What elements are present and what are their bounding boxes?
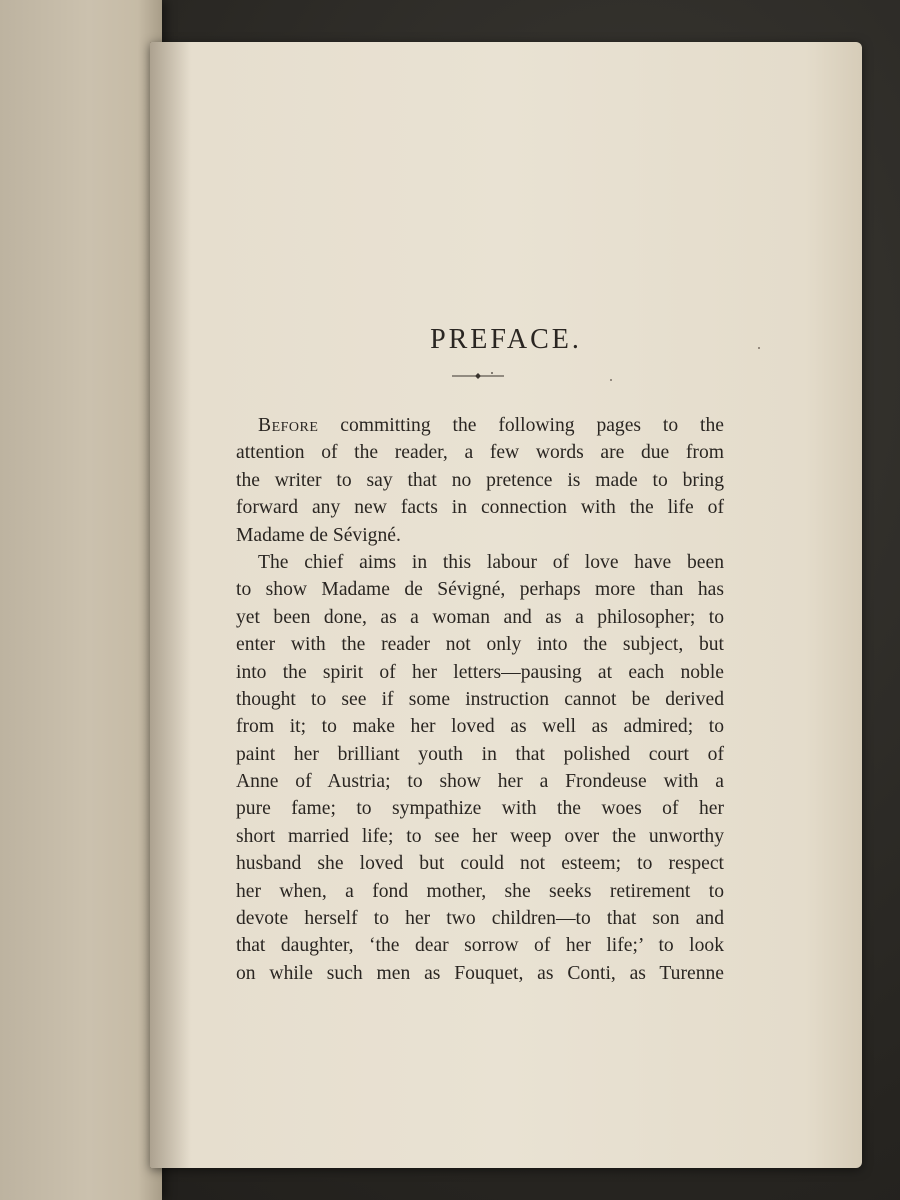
text-line: to show Madame de Sévigné, perhaps more than has (236, 579, 724, 601)
text-line: devote herself to her two children—to that son and (236, 908, 724, 930)
first-word: Before (258, 415, 319, 436)
text-line: on while such men as Fouquet, as Conti, as Turenne (236, 962, 724, 984)
text-line: pure fame; to sympathize with the woes of her (236, 798, 724, 820)
ornament-divider-icon (452, 371, 504, 381)
text-line: paint her brilliant youth in that polished court of (236, 743, 724, 765)
text-line: short married life; to see her weep over the unworthy (236, 825, 724, 847)
gutter-shadow (150, 42, 190, 1168)
text-line: that daughter, ‘the dear sorrow of her life;’ to look (236, 935, 724, 957)
text-line: the writer to say that no pretence is made to bring (236, 469, 724, 491)
text-line: The chief aims in this labour of love have been (258, 551, 724, 573)
text-line: forward any new facts in connection with the life of (236, 497, 724, 519)
text-line: her when, a fond mother, she seeks retirement to (236, 880, 724, 902)
text-line: from it; to make her loved as well as admired; to (236, 716, 724, 738)
paper-speck (610, 379, 612, 381)
text-line: husband she loved but could not esteem; to respect (236, 853, 724, 875)
text-line: attention of the reader, a few words are due from (236, 442, 724, 464)
text-line: yet been done, as a woman and as a philosopher; to (236, 606, 724, 628)
preface-text (236, 412, 724, 987)
text-line: enter with the reader not only into the subject, but (236, 634, 724, 656)
book-page (150, 42, 862, 1168)
text-line: Anne of Austria; to show her a Frondeuse with a (236, 771, 724, 793)
left-page-edge (0, 0, 162, 1200)
text-line: Madame de Sévigné. (236, 524, 401, 546)
text-line: Before committing the following pages to the (258, 415, 724, 436)
page-title: PREFACE. (430, 324, 582, 355)
text-line: thought to see if some instruction cannot be derived (236, 688, 724, 710)
text-line: into the spirit of her letters—pausing at each noble (236, 661, 724, 683)
